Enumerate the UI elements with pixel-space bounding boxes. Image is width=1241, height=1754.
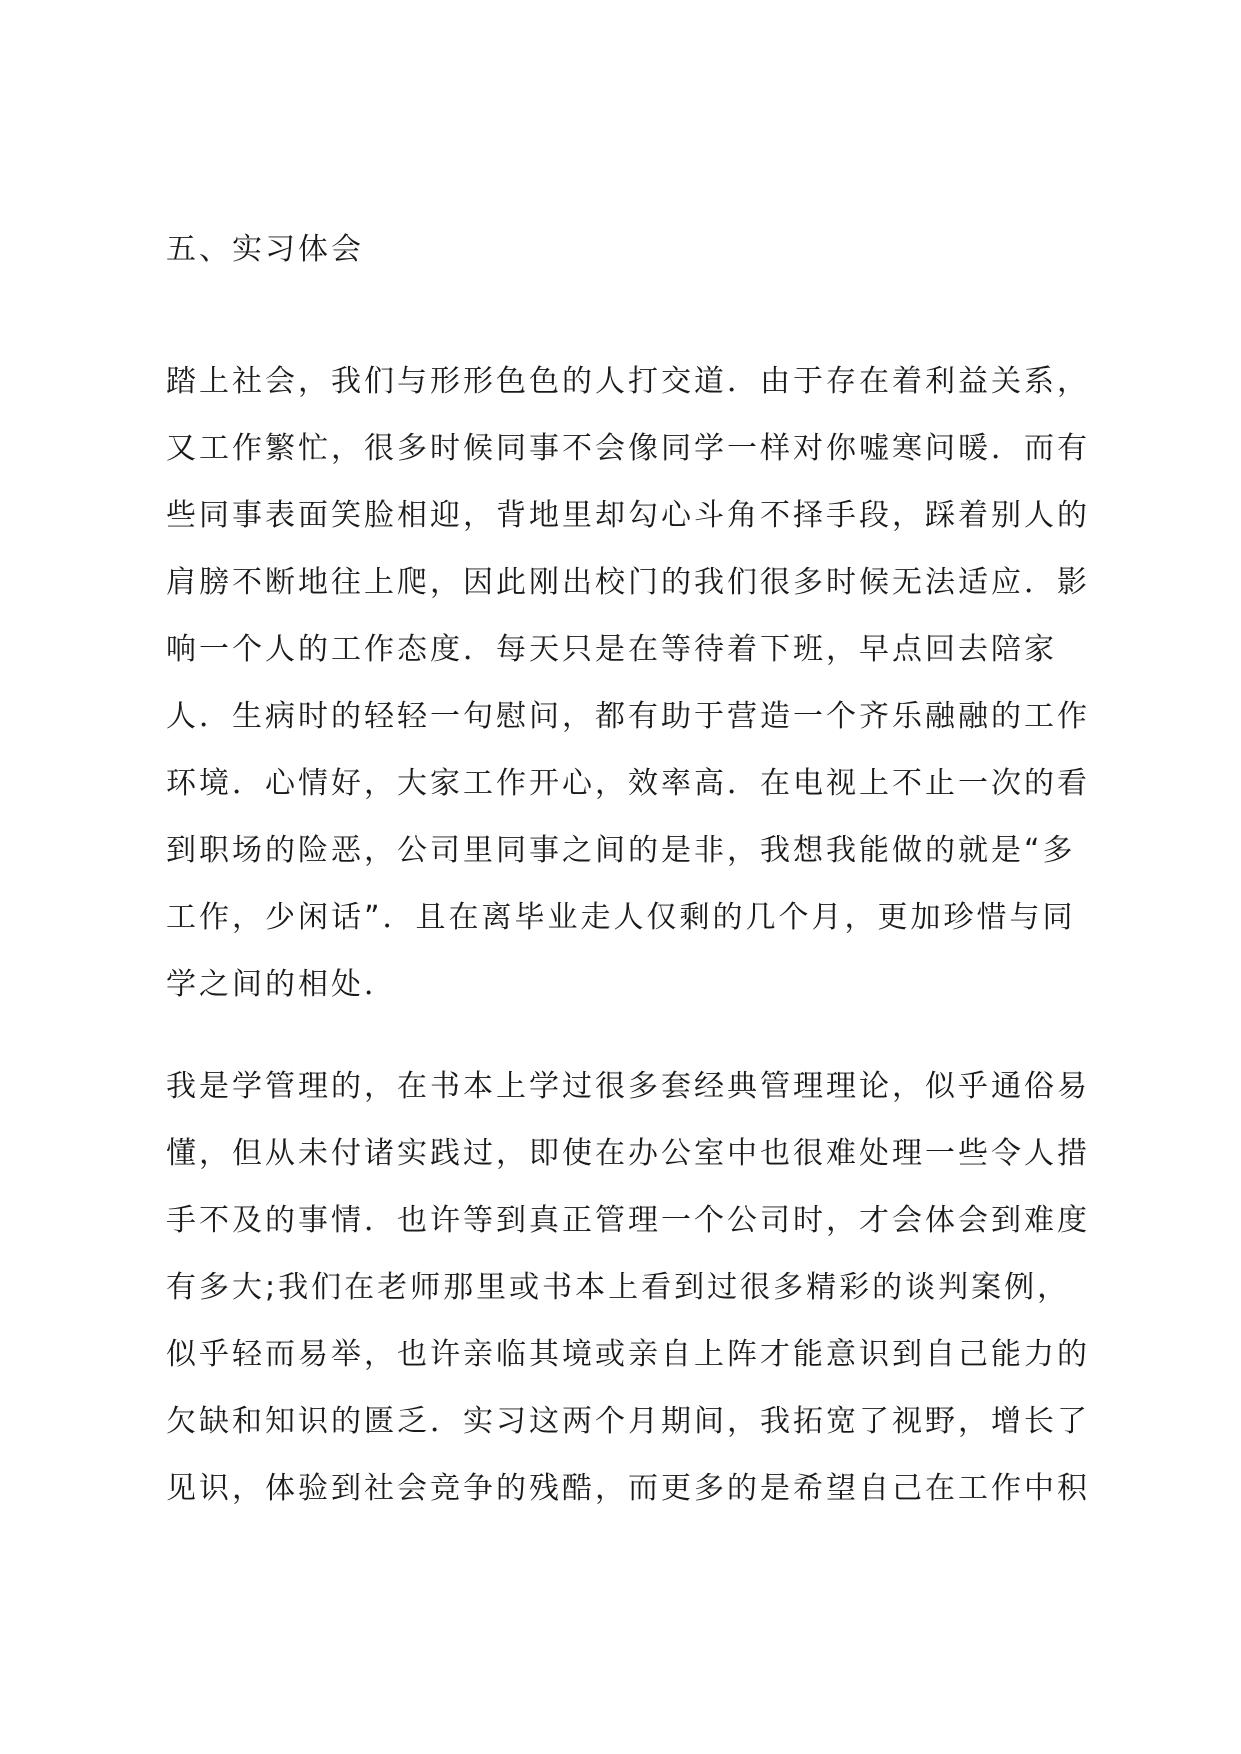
text-line: 欠缺和知识的匮乏．实习这两个月期间，我拓宽了视野，增长了 (166, 1404, 1090, 1439)
text-line: 些同事表面笑脸相迎，背地里却勾心斗角不择手段，踩着别人的 (166, 498, 1090, 533)
text-line: 我是学管理的，在书本上学过很多套经典管理理论，似乎通俗易 (166, 1069, 1090, 1104)
section-heading: 五、实习体会 (166, 232, 364, 267)
paragraph-2 (166, 1067, 1096, 1536)
text-line: 响一个人的工作态度．每天只是在等待着下班，早点回去陪家 (166, 632, 1057, 667)
text-line: 学之间的相处． (166, 967, 397, 1002)
text-line: 环境．心情好，大家工作开心，效率高．在电视上不止一次的看 (166, 766, 1090, 801)
text-line: 手不及的事情．也许等到真正管理一个公司时，才会体会到难度 (166, 1203, 1090, 1238)
text-line: 又工作繁忙，很多时候同事不会像同学一样对你嘘寒问暖．而有 (166, 431, 1090, 466)
paragraph-1 (166, 362, 1096, 1032)
text-line: 人．生病时的轻轻一句慰问，都有助于营造一个齐乐融融的工作 (166, 699, 1090, 734)
text-line: 懂，但从未付诸实践过，即使在办公室中也很难处理一些令人措 (166, 1136, 1090, 1171)
text-line: 踏上社会，我们与形形色色的人打交道．由于存在着利益关系， (166, 364, 1090, 399)
text-line: 工作，少闲话”．且在离毕业走人仅剩的几个月，更加珍惜与同 (166, 900, 1076, 935)
text-line: 见识，体验到社会竞争的残酷，而更多的是希望自己在工作中积 (166, 1471, 1090, 1506)
text-line: 到职场的险恶，公司里同事之间的是非，我想我能做的就是“多 (166, 833, 1076, 868)
text-line: 有多大;我们在老师那里或书本上看到过很多精彩的谈判案例， (166, 1270, 1071, 1305)
text-line: 似乎轻而易举，也许亲临其境或亲自上阵才能意识到自己能力的 (166, 1337, 1090, 1372)
text-line: 肩膀不断地往上爬，因此刚出校门的我们很多时候无法适应．影 (166, 565, 1090, 600)
